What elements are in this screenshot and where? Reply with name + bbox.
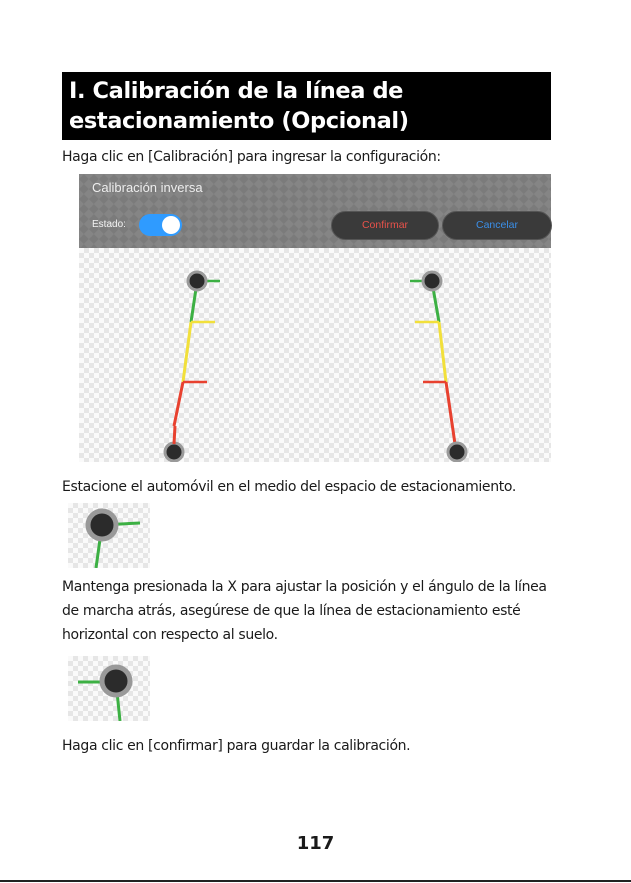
instruction-step-1: Haga clic en [Calibración] para ingresar la configuración:	[62, 149, 441, 165]
calibration-header	[79, 174, 551, 248]
calibration-canvas	[79, 248, 551, 462]
left-yellow-segment	[183, 322, 191, 382]
section-title: I. Calibración de la línea de estacionamiento (Opcional)	[62, 72, 551, 140]
estado-toggle[interactable]	[139, 214, 182, 236]
instruction-step-4: Haga clic en [confirmar] para guardar la calibración.	[62, 738, 411, 754]
instruction-step-3-line-2: de marcha atrás, asegúrese de que la línea de estacionamiento esté	[62, 603, 521, 619]
handle-icon	[88, 511, 116, 539]
estado-label: Estado:	[92, 219, 126, 230]
left-red-segment	[174, 382, 183, 426]
right-bottom-handle[interactable]	[448, 443, 466, 461]
handle-closeup-left	[68, 656, 150, 721]
instruction-step-3-line-1: Mantenga presionada la X para ajustar la posición y el ángulo de la línea	[62, 579, 547, 595]
handle-closeup-right	[68, 503, 150, 568]
instruction-step-2: Estacione el automóvil en el medio del espacio de estacionamiento.	[62, 479, 516, 495]
left-bottom-handle[interactable]	[165, 443, 183, 461]
right-top-handle[interactable]	[423, 272, 441, 290]
instruction-step-3-line-3: horizontal con respecto al suelo.	[62, 627, 278, 643]
page-number: 117	[296, 833, 335, 854]
cancel-button[interactable]: Cancelar	[442, 211, 552, 240]
calibration-title: Calibración inversa	[92, 180, 203, 195]
handle-icon	[102, 667, 130, 695]
calibration-screenshot	[79, 174, 551, 462]
left-top-handle[interactable]	[188, 272, 206, 290]
left-red-lower	[174, 426, 175, 444]
left-parking-guide	[165, 272, 220, 461]
right-red-segment	[446, 382, 455, 444]
toggle-knob	[162, 216, 180, 234]
right-yellow-segment	[439, 322, 446, 382]
right-parking-guide	[410, 272, 466, 461]
bottom-rule	[0, 880, 631, 882]
confirm-button[interactable]: Confirmar	[331, 211, 439, 240]
